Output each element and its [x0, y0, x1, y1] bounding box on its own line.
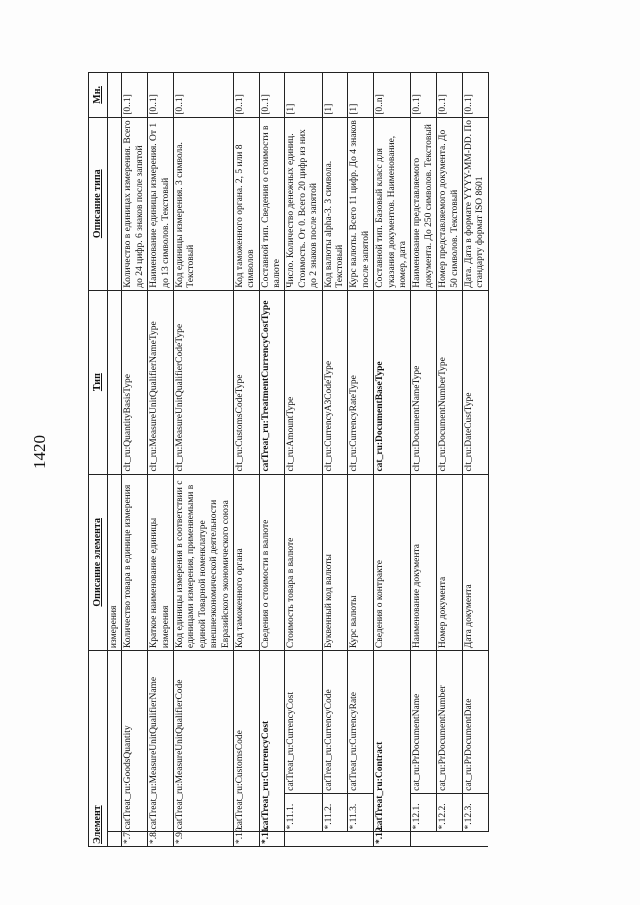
element-name — [108, 651, 122, 832]
element-description: Буквенный код валюты — [322, 474, 348, 651]
header-type-description: Описание типа — [89, 117, 108, 290]
type-description: Курс валюты. Всего 11 цифр. До 4 знаков после запятой — [348, 117, 374, 290]
element-name: catTreat_ru:GoodsQuantity — [122, 651, 148, 832]
type-description: Количество в единицах измерения. Всего до 24 цифр. 6 знаков после запятой — [122, 117, 148, 290]
element-type: clt_ru:DocumentNameType — [411, 290, 437, 474]
multiplicity: [1] — [285, 73, 322, 118]
element-description: Краткое наименование единицы измерения — [148, 474, 174, 651]
multiplicity: [1] — [322, 73, 348, 118]
element-description: Код единицы измерения в соответствии с единицами измерения, применяемыми в единой Товарной номенклатуре внешнеэкономической деятельности Евразийского экономического союза — [173, 474, 233, 651]
table-row — [322, 73, 348, 847]
element-type: clt_ru:MeasureUnitQualifierCodeType — [173, 290, 233, 474]
multiplicity: [0..1] — [411, 73, 437, 118]
element-description: Курс валюты — [348, 474, 374, 651]
indent-cell — [462, 832, 488, 847]
element-name: catTreat_ru:CurrencyRate — [348, 651, 374, 794]
element-number: *.11. — [259, 832, 285, 847]
element-number: *.10. — [233, 832, 259, 847]
element-description: Код таможенного органа — [233, 474, 259, 651]
header-element: Элемент — [89, 651, 108, 847]
element-number: *.11.3. — [348, 793, 374, 832]
element-number: *.7. — [122, 832, 148, 847]
element-number: *.8. — [148, 832, 174, 847]
element-description: Стоимость товара в валюте — [285, 474, 322, 651]
table-row — [173, 73, 233, 847]
multiplicity: [0..1] — [233, 73, 259, 118]
element-description: Номер документа — [437, 474, 463, 651]
element-name: catTreat_ru:CurrencyCost — [285, 651, 322, 794]
element-type: clt_ru:CustomsCodeType — [233, 290, 259, 474]
indent-cell — [285, 832, 322, 847]
element-type: clt_ru:DateCustType — [462, 290, 488, 474]
element-number: *.12.2. — [437, 793, 463, 832]
element-description: Сведения о стоимости в валюте — [259, 474, 285, 651]
multiplicity — [108, 73, 122, 118]
multiplicity: [0..1] — [437, 73, 463, 118]
type-description: Число. Количество денежных единиц. Стоимость. От 0. Всего 20 цифр из них до 2 знаков после запятой — [285, 117, 322, 290]
table-row — [374, 73, 411, 847]
element-description: Количество товара в единице измерения — [122, 474, 148, 651]
element-type — [108, 290, 122, 474]
multiplicity: [0..1] — [122, 73, 148, 118]
table-row — [411, 73, 437, 847]
indent-cell — [411, 832, 437, 847]
table-row — [122, 73, 148, 847]
element-type: clt_ru:DocumentNumberType — [437, 290, 463, 474]
element-name: catTreat_ru:MeasureUnitQualifierCode — [173, 651, 233, 832]
element-name: catTreat_ru:Contract — [374, 651, 411, 832]
element-name: catTreat_ru:MeasureUnitQualifierName — [148, 651, 174, 832]
indent-cell — [322, 832, 348, 847]
type-description: Код единицы измерения. 3 символа. Текстовый — [173, 117, 233, 290]
multiplicity: [0..1] — [462, 73, 488, 118]
table-header-row — [89, 73, 108, 847]
element-name: cat_ru:PrDocumentNumber — [437, 651, 463, 794]
type-description: Наименование представляемого документа. До 250 символов. Текстовый — [411, 117, 437, 290]
type-description: Составной тип. Базовый класс для указания документов. Наименование, номер, дата — [374, 117, 411, 290]
element-name: cat_ru:PrDocumentDate — [462, 651, 488, 794]
element-type: clt_ru:MeasureUnitQualifierNameType — [148, 290, 174, 474]
element-description: Наименование документа — [411, 474, 437, 651]
header-type: Тип — [89, 290, 108, 474]
type-description: Составной тип. Сведения о стоимости в валюте — [259, 117, 285, 290]
table-row — [259, 73, 285, 847]
type-description: Наименование единицы измерения. От 1 до 13 символов. Текстовый — [148, 117, 174, 290]
type-description: Код таможенного органа. 2, 5 или 8 символов — [233, 117, 259, 290]
table-row — [148, 73, 174, 847]
element-number — [108, 832, 122, 847]
multiplicity: [0..1] — [173, 73, 233, 118]
element-name: catTreat_ru:CustomsCode — [233, 651, 259, 832]
rotated-table-container — [88, 72, 524, 847]
type-description: Дата. Дата в формате YYYY-MM-DD. По стандарту формат ISO 8601 — [462, 117, 488, 290]
table-row — [108, 73, 122, 847]
table-row — [462, 73, 488, 847]
indent-cell — [348, 832, 374, 847]
element-name: catTreat_ru:CurrencyCode — [322, 651, 348, 794]
type-description: Номер представляемого документа. До 50 символов. Текстовый — [437, 117, 463, 290]
table-row — [437, 73, 463, 847]
type-description: Код валюты alpha-3. 3 символа. Текстовый — [322, 117, 348, 290]
element-type: clt_ru:QuantityBasisType — [122, 290, 148, 474]
element-number: *.12.1. — [411, 793, 437, 832]
multiplicity: [0..n] — [374, 73, 411, 118]
multiplicity: [0..1] — [259, 73, 285, 118]
element-type: catTreat_ru:TreatmentCurrencyCostType — [259, 290, 285, 474]
header-description: Описание элемента — [89, 474, 108, 651]
element-number: *.12. — [374, 832, 411, 847]
element-description: Сведения о контракте — [374, 474, 411, 651]
table-row — [285, 73, 322, 847]
element-description: Дата документа — [462, 474, 488, 651]
multiplicity: [0..1] — [148, 73, 174, 118]
multiplicity: [1] — [348, 73, 374, 118]
element-number: *.9. — [173, 832, 233, 847]
table-row — [233, 73, 259, 847]
element-name: cat_ru:PrDocumentName — [411, 651, 437, 794]
element-type: clt_ru:AmountType — [285, 290, 322, 474]
indent-cell — [437, 832, 463, 847]
element-type: cat_ru:DocumentBaseType — [374, 290, 411, 474]
table-row — [348, 73, 374, 847]
element-number: *.11.2. — [322, 793, 348, 832]
element-description: измерения — [108, 474, 122, 651]
page-number: 1420 — [30, 435, 49, 469]
element-type: clt_ru:CurrencyRateType — [348, 290, 374, 474]
element-table — [88, 72, 489, 847]
type-description — [108, 117, 122, 290]
element-type: clt_ru:CurrencyA3CodeType — [322, 290, 348, 474]
element-name: catTreat_ru:CurrencyCost — [259, 651, 285, 832]
header-multiplicity: Мн. — [89, 73, 108, 118]
element-number: *.11.1. — [285, 793, 322, 832]
element-number: *.12.3. — [462, 793, 488, 832]
